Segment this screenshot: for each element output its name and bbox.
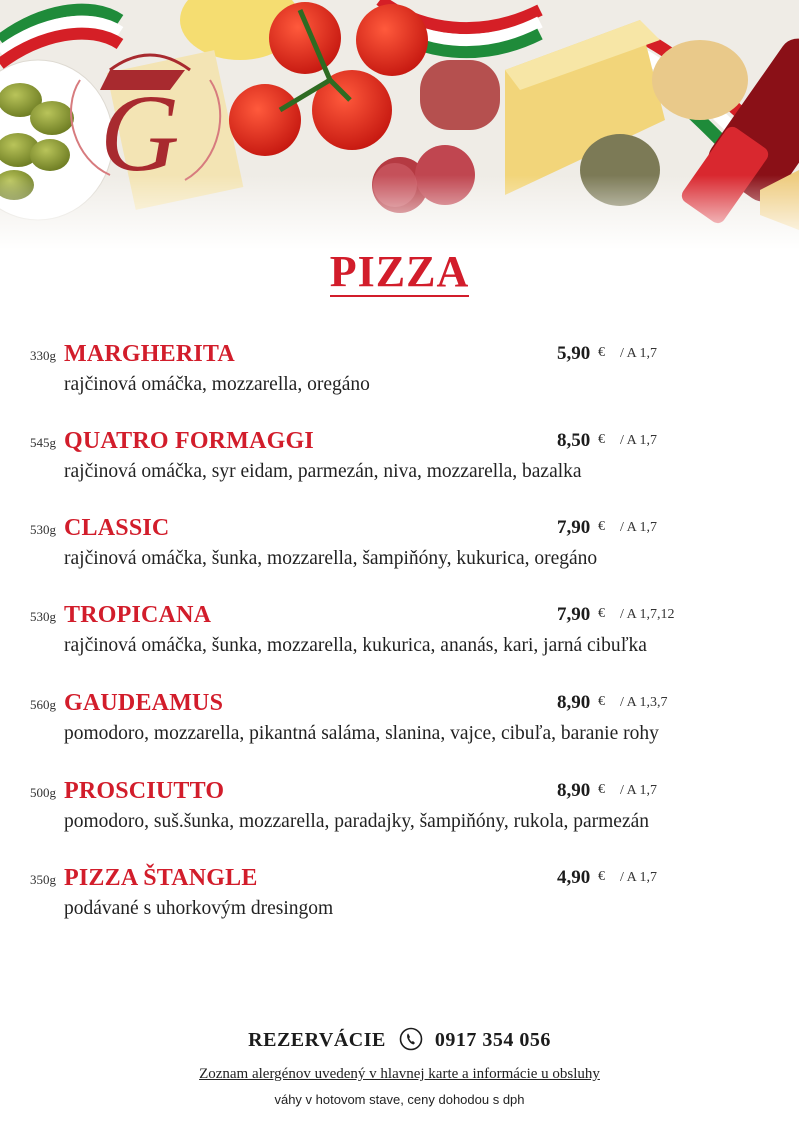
- menu-item: [0, 865, 799, 935]
- item-name: TROPICANA: [64, 602, 212, 628]
- item-name: CLASSIC: [64, 515, 170, 541]
- item-name: PROSCIUTTO: [64, 778, 225, 804]
- page-title: [0, 246, 799, 297]
- currency-symbol: €: [598, 869, 605, 884]
- item-name: PIZZA ŠTANGLE: [64, 865, 258, 891]
- menu-item: [0, 341, 799, 411]
- reservation-phone[interactable]: 0917 354 056: [434, 1029, 551, 1051]
- item-name: MARGHERITA: [64, 341, 235, 367]
- menu-item: [0, 428, 799, 498]
- item-price: 8,90: [557, 780, 591, 801]
- reservation-line: [0, 1027, 799, 1052]
- currency-symbol: €: [598, 432, 605, 447]
- item-ingredients: pomodoro, suš.šunka, mozzarella, paradajky, šampiňóny, rukola, parmezán: [64, 811, 649, 832]
- reservation-label: REZERVÁCIE: [248, 1029, 386, 1051]
- allergen-note-text: Zoznam alergénov uvedený v hlavnej karte a informácie u obsluhy: [199, 1066, 600, 1082]
- item-allergens: / A 1,7: [620, 433, 657, 448]
- menu-item: [0, 602, 799, 672]
- item-ingredients: rajčinová omáčka, mozzarella, oregáno: [64, 374, 370, 395]
- weights-note: váhy v hotovom stave, ceny dohodou s dph: [274, 1092, 525, 1107]
- food-illustration: [0, 0, 799, 250]
- item-weight: 500g: [30, 785, 56, 800]
- item-ingredients: pomodoro, mozzarella, pikantná saláma, slanina, vajce, cibuľa, baranie rohy: [64, 723, 659, 744]
- menu-item: [0, 778, 799, 848]
- item-ingredients: rajčinová omáčka, šunka, mozzarella, kukurica, ananás, kari, jarná cibuľka: [64, 635, 647, 656]
- item-price: 4,90: [557, 867, 591, 888]
- item-allergens: / A 1,7: [620, 520, 657, 535]
- item-name: QUATRO FORMAGGI: [64, 428, 314, 454]
- item-weight: 330g: [30, 348, 56, 363]
- page-title-text: PIZZA: [329, 247, 470, 296]
- menu-item: [0, 515, 799, 585]
- currency-symbol: €: [598, 519, 605, 534]
- item-price: 7,90: [557, 517, 591, 538]
- item-weight: 530g: [30, 522, 56, 537]
- currency-symbol: €: [598, 694, 605, 709]
- item-allergens: / A 1,7: [620, 346, 657, 361]
- currency-symbol: €: [598, 606, 605, 621]
- item-ingredients: rajčinová omáčka, šunka, mozzarella, šampiňóny, kukurica, oregáno: [64, 548, 598, 569]
- item-allergens: / A 1,7: [620, 870, 657, 885]
- item-allergens: / A 1,3,7: [620, 695, 668, 710]
- item-weight: 530g: [30, 609, 56, 624]
- header-food-banner: [0, 0, 799, 250]
- menu-item: [0, 690, 799, 760]
- item-price: 7,90: [557, 604, 591, 625]
- item-price: 8,50: [557, 430, 591, 451]
- item-weight: 350g: [30, 872, 56, 887]
- item-ingredients: rajčinová omáčka, syr eidam, parmezán, niva, mozzarella, bazalka: [64, 461, 582, 482]
- item-weight: 545g: [30, 435, 56, 450]
- currency-symbol: €: [598, 345, 605, 360]
- item-allergens: / A 1,7,12: [620, 607, 675, 622]
- currency-symbol: €: [598, 782, 605, 797]
- phone-icon: [399, 1027, 423, 1051]
- item-ingredients: podávané s uhorkovým dresingom: [64, 898, 334, 919]
- item-name: GAUDEAMUS: [64, 690, 224, 716]
- allergen-note: [0, 1066, 799, 1083]
- item-allergens: / A 1,7: [620, 783, 657, 798]
- item-weight: 560g: [30, 697, 56, 712]
- item-price: 8,90: [557, 692, 591, 713]
- item-price: 5,90: [557, 343, 591, 364]
